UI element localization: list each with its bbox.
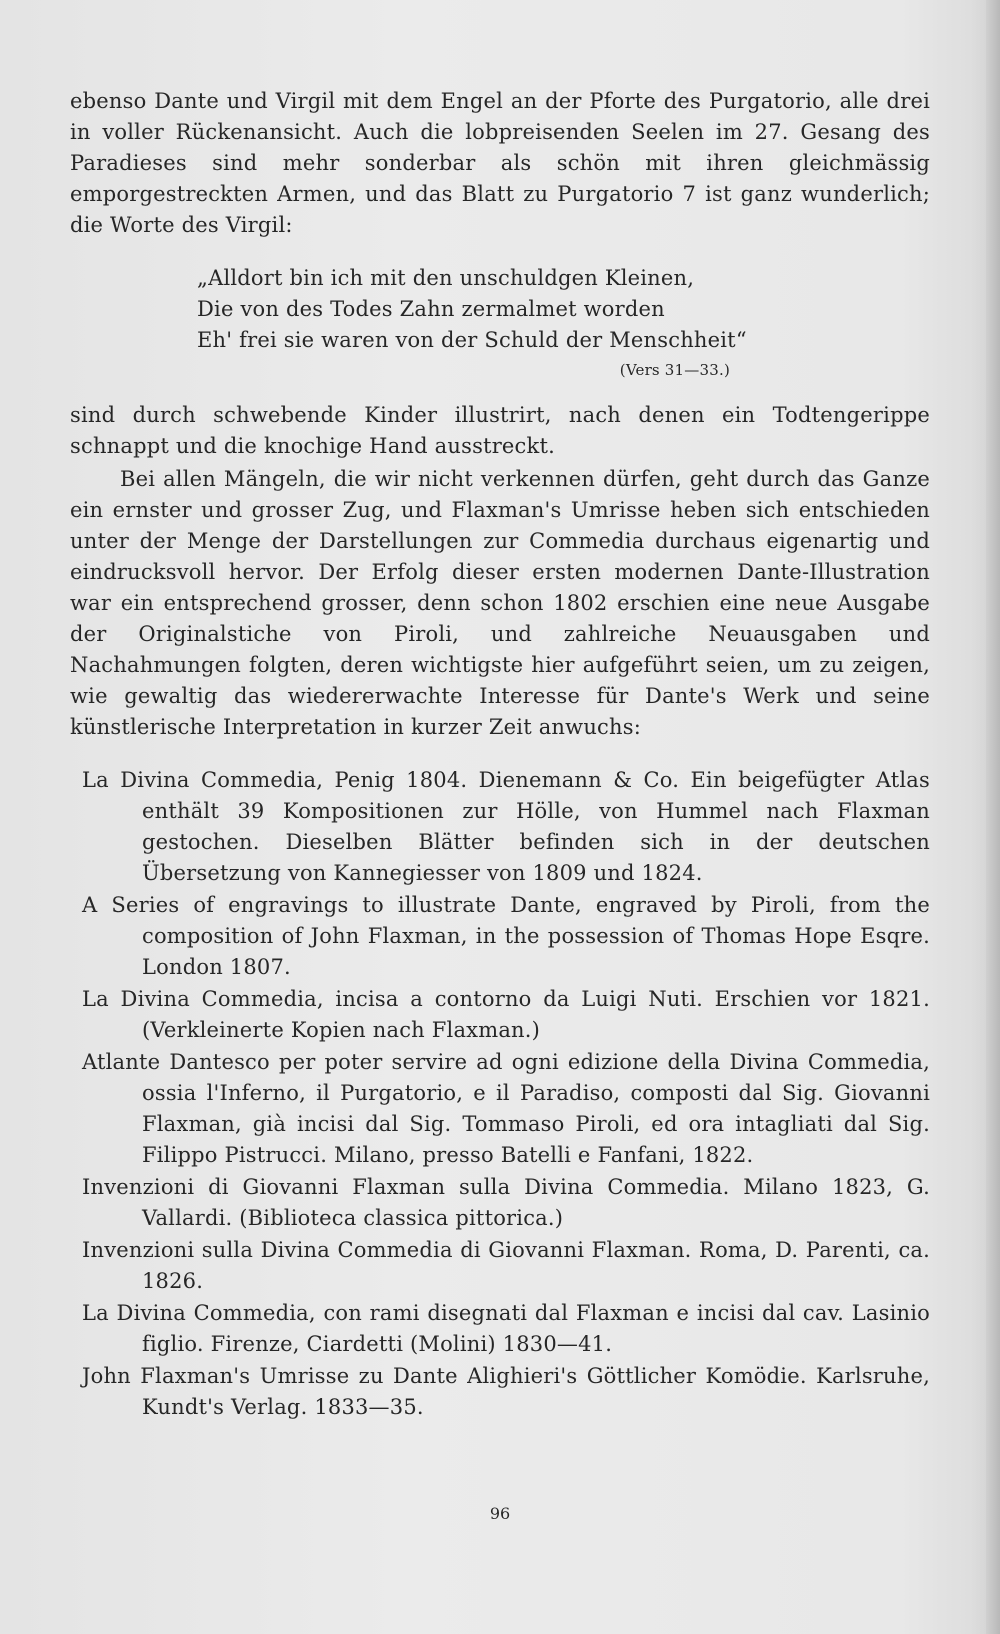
bibliography-entry: Atlante Dantesco per poter servire ad ogni edizione della Divina Commedia, ossia l'Inferno, il Purgatorio, e il Paradiso, composti dal Sig. Giovanni Flaxman, già incisi dal Sig. Tommaso Piroli, ed ora intagliati dal Sig. Filippo Pistrucci. Milano, presso Batelli e Fanfani, 1822. (82, 1050, 930, 1167)
bibliography-entry: Invenzioni di Giovanni Flaxman sulla Divina Commedia. Milano 1823, G. Vallardi. (Biblioteca classica pittorica.) (82, 1175, 930, 1230)
bibliography-entry: A Series of engravings to illustrate Dante, engraved by Piroli, from the composition of John Flaxman, in the possession of Thomas Hope Esqre. London 1807. (82, 893, 930, 979)
quote-line: Die von des Todes Zahn zermalmet worden (197, 297, 665, 321)
page-number: 96 (489, 1504, 511, 1523)
page-edge-shadow (986, 0, 1000, 1634)
bibliography-entry: La Divina Commedia, incisa a contorno da Luigi Nuti. Erschien vor 1821. (Verkleinerte Kopien nach Flaxman.) (82, 987, 930, 1042)
bibliography-entry: La Divina Commedia, con rami disegnati dal Flaxman e incisi dal cav. Lasinio figlio. Firenze, Ciardetti (Molini) 1830—41. (82, 1301, 930, 1356)
bibliography-entry: Invenzioni sulla Divina Commedia di Giovanni Flaxman. Roma, D. Parenti, ca. 1826. (82, 1238, 930, 1293)
bibliography-list (70, 765, 930, 1423)
paragraph-intro: ebenso Dante und Virgil mit dem Engel an der Pforte des Purgatorio, alle drei in voller Rückenansicht. Auch die lobpreisenden Seelen im 27. Gesang des Paradieses sind mehr sonderbar als schön mit ihren gleichmässig emporgestreckten Armen, und das Blatt zu Purgatorio 7 ist ganz wunderlich; die Worte des Virgil: (70, 89, 930, 237)
verse-reference: (Vers 31—33.) (619, 361, 730, 379)
paragraph-main: Bei allen Mängeln, die wir nicht verkennen dürfen, geht durch das Ganze ein ernster und grosser Zug, und Flaxman's Umrisse heben sich entschieden unter der Menge der Darstellungen zur Commedia durchaus eigenartig und eindrucksvoll hervor. Der Erfolg dieser ersten modernen Dante-Illustration war ein entsprechend grosser, denn schon 1802 erschien eine neue Ausgabe der Originalstiche von Piroli, und zahlreiche Neuausgaben und Nachahmungen folgten, deren wichtigste hier aufgeführt seien, um zu zeigen, wie gewaltig das wiedererwachte Interesse für Dante's Werk und seine künstlerische Interpretation in kurzer Zeit anwuchs: (70, 467, 930, 739)
paragraph-after-quote: sind durch schwebende Kinder illustrirt, nach denen ein Todtengerippe schnappt und die knochige Hand ausstreckt. (70, 403, 930, 458)
page-body (70, 86, 930, 1424)
bibliography-entry: John Flaxman's Umrisse zu Dante Alighieri's Göttlicher Komödie. Karlsruhe, Kundt's Verlag. 1833—35. (82, 1364, 930, 1419)
bibliography-entry: La Divina Commedia, Penig 1804. Dienemann & Co. Ein beigefügter Atlas enthält 39 Kompositionen zur Hölle, von Hummel nach Flaxman gestochen. Dieselben Blätter befinden sich in der deutschen Übersetzung von Kannegiesser von 1809 und 1824. (82, 768, 930, 885)
quote-line: Eh' frei sie waren von der Schuld der Menschheit“ (197, 328, 747, 352)
quote-line: „Alldort bin ich mit den unschuldgen Kleinen, (197, 266, 695, 290)
verse-quote (197, 263, 797, 356)
